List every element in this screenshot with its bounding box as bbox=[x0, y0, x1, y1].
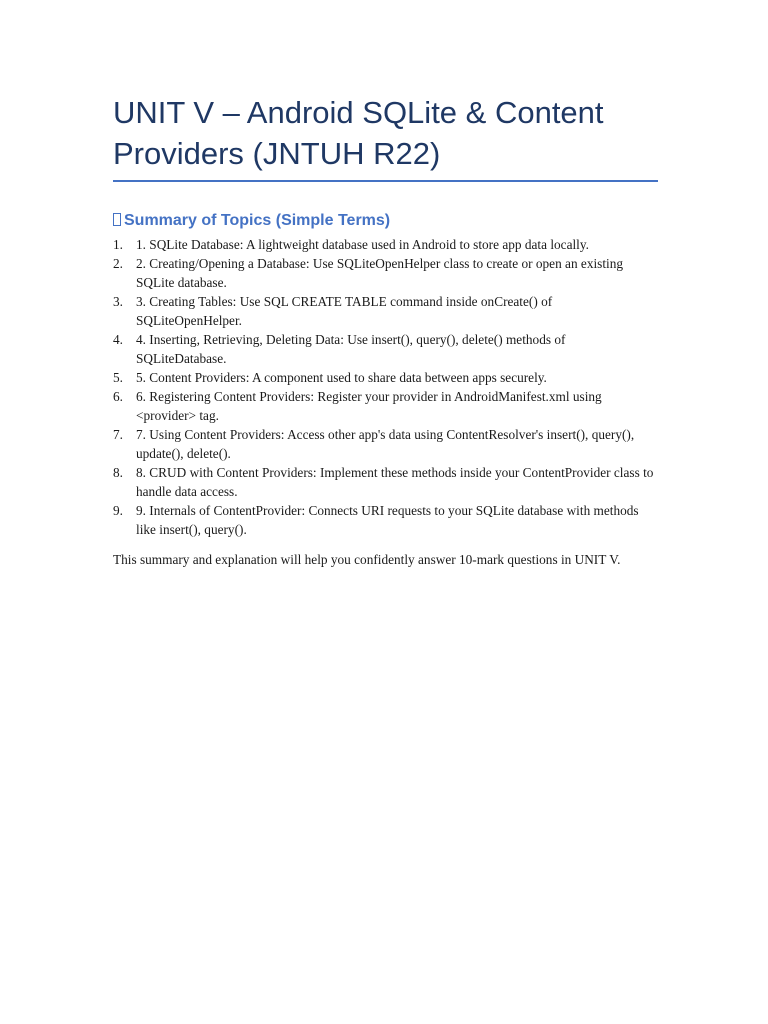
list-item-text: 3. Creating Tables: Use SQL CREATE TABLE command inside onCreate() of SQLiteOpenHelper. bbox=[136, 294, 553, 328]
list-item bbox=[113, 292, 658, 330]
list-item-text: 4. Inserting, Retrieving, Deleting Data: Use insert(), query(), delete() methods of SQLiteDatabase. bbox=[136, 332, 566, 366]
list-item bbox=[113, 463, 658, 501]
missing-glyph-icon bbox=[113, 213, 121, 226]
list-item bbox=[113, 254, 658, 292]
list-item-text: 2. Creating/Opening a Database: Use SQLiteOpenHelper class to create or open an existing SQLite database. bbox=[136, 256, 624, 290]
list-item-text: 9. Internals of ContentProvider: Connects URI requests to your SQLite database with methods like insert(), query(). bbox=[136, 503, 639, 537]
list-item bbox=[113, 387, 658, 425]
list-item bbox=[113, 330, 658, 368]
list-item-text: 1. SQLite Database: A lightweight database used in Android to store app data locally. bbox=[136, 237, 589, 252]
list-item-text: 7. Using Content Providers: Access other app's data using ContentResolver's insert(), query(), update(), delete(). bbox=[136, 427, 635, 461]
topics-list bbox=[113, 235, 658, 539]
document-page bbox=[113, 92, 658, 570]
list-item bbox=[113, 501, 658, 539]
closing-paragraph: This summary and explanation will help you confidently answer 10-mark questions in UNIT V. bbox=[113, 552, 621, 567]
list-item-number: 1. bbox=[113, 237, 123, 252]
list-item-number: 3. bbox=[113, 294, 123, 309]
list-item-number: 6. bbox=[113, 389, 123, 404]
section-heading bbox=[113, 211, 658, 231]
list-item-number: 7. bbox=[113, 427, 123, 442]
list-item-number: 2. bbox=[113, 256, 123, 271]
list-item-text: 6. Registering Content Providers: Register your provider in AndroidManifest.xml using <provider> tag. bbox=[136, 389, 602, 423]
list-item-number: 5. bbox=[113, 370, 123, 385]
list-item-text: 8. CRUD with Content Providers: Implement these methods inside your ContentProvider class to handle data access. bbox=[136, 465, 654, 499]
list-item-number: 8. bbox=[113, 465, 123, 480]
list-item bbox=[113, 235, 658, 254]
list-item-number: 4. bbox=[113, 332, 123, 347]
page-title: UNIT V – Android SQLite & Content Providers (JNTUH R22) bbox=[113, 92, 658, 182]
list-item bbox=[113, 425, 658, 463]
list-item-number: 9. bbox=[113, 503, 123, 518]
section-heading-label: Summary of Topics (Simple Terms) bbox=[124, 212, 391, 229]
list-item-text: 5. Content Providers: A component used to share data between apps securely. bbox=[136, 370, 547, 385]
list-item bbox=[113, 368, 658, 387]
